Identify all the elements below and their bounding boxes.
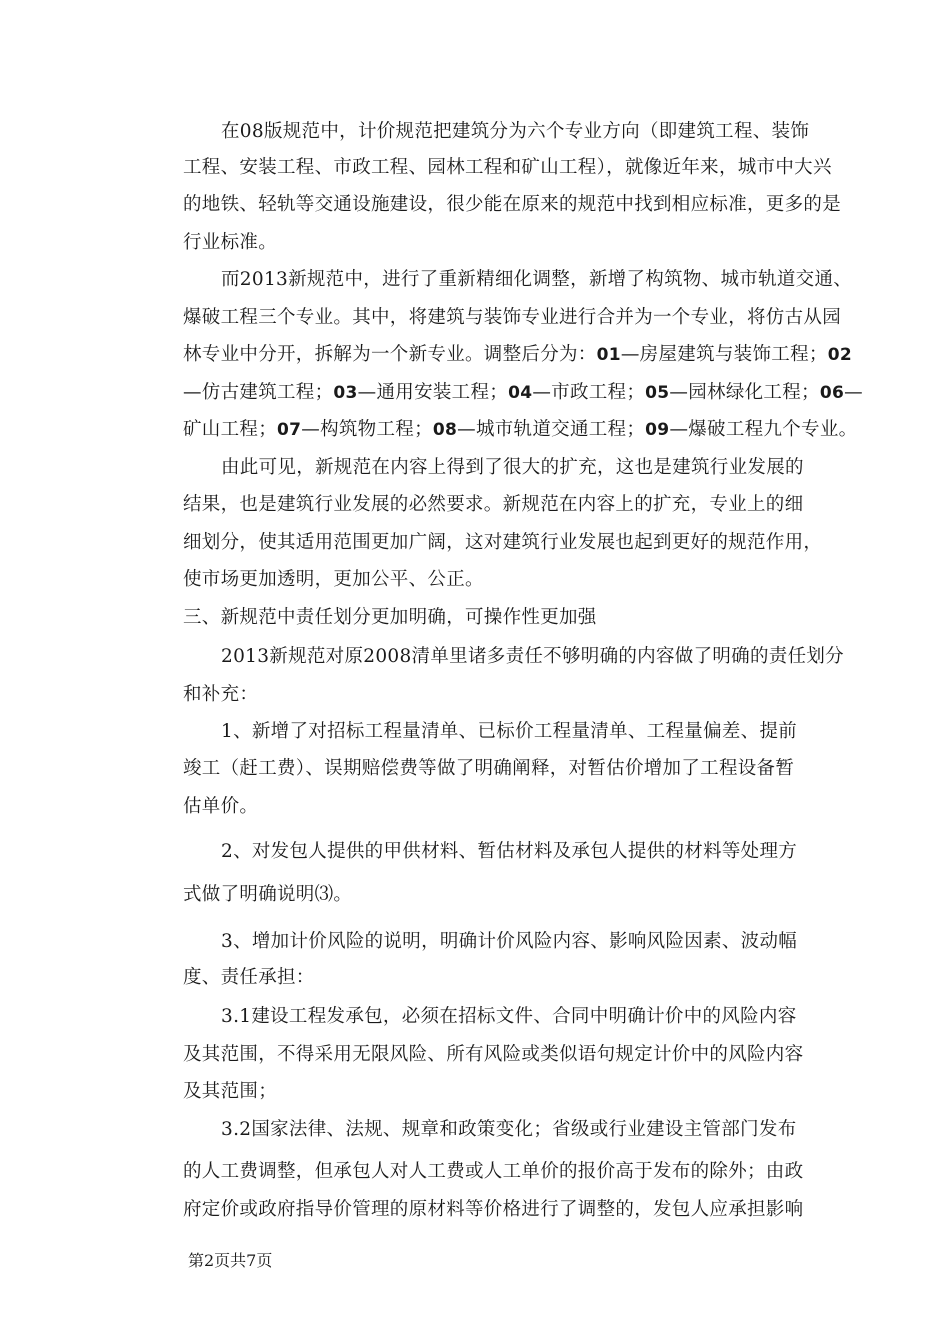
p2-line-2: 爆破工程三个专业。其中，将建筑与装饰专业进行合并为一个专业，将仿古从园	[183, 307, 842, 328]
item1-line-3: 估单价。	[183, 796, 259, 817]
p2-line-3-text: 林专业中分开，拆解为一个新专业。调整后分为：	[183, 344, 597, 365]
code-02: 02	[827, 345, 852, 365]
code-09-text: —爆破工程九个专业。	[669, 419, 858, 440]
p1-line-3: 的地铁、轻轨等交通设施建设，很少能在原来的规范中找到相应标准，更多的是	[183, 194, 842, 215]
p4-line-2: 和补充：	[183, 684, 259, 705]
code-04: 04	[508, 383, 533, 403]
p2-line-3	[183, 343, 852, 367]
item1-line-2: 竣工（赶工费）、误期赔偿费等做了明确阐释，对暂估价增加了工程设备暂	[183, 758, 795, 779]
p1-line-2: 工程、安装工程、市政工程、园林工程和矿山工程），就像近年来，城市中大兴	[183, 157, 832, 178]
item3-2-line-3: 府定价或政府指导价管理的原材料等价格进行了调整的，发包人应承担影响	[183, 1199, 804, 1220]
p2-line-1: 而2013新规范中，进行了重新精细化调整，新增了构筑物、城市轨道交通、	[221, 269, 853, 290]
p1-line-4: 行业标准。	[183, 232, 278, 253]
item3-line-2: 度、责任承担：	[183, 967, 315, 988]
page-number-footer: 第2页共7页	[188, 1251, 273, 1270]
p3-line-3: 细划分，使其适用范围更加广阔，这对建筑行业发展也起到更好的规范作用，	[183, 532, 823, 553]
p3-line-1: 由此可见，新规范在内容上得到了很大的扩充，这也是建筑行业发展的	[221, 457, 804, 478]
code-05-text: —园林绿化工程；	[669, 382, 820, 403]
code-08: 08	[432, 420, 458, 440]
p2-line-4	[183, 381, 863, 405]
item2-line-2: 式做了明确说明⑶。	[183, 884, 353, 905]
p4-line-1: 2013新规范对原2008清单里诸多责任不够明确的内容做了明确的责任划分	[221, 646, 844, 667]
p2-line-4-text: —仿古建筑工程；	[183, 382, 334, 403]
item3-1-line-2: 及其范围，不得采用无限风险、所有风险或类似语句规定计价中的风险内容	[183, 1044, 804, 1065]
p2-line-5-text: 矿山工程；	[183, 419, 278, 440]
item2-line-1: 2、对发包人提供的甲供材料、暂估材料及承包人提供的材料等处理方	[221, 841, 798, 862]
code-03-text: —通用安装工程；	[357, 382, 509, 403]
code-05: 05	[645, 383, 670, 403]
item3-1-line-3: 及其范围；	[183, 1081, 278, 1102]
code-09: 09	[645, 420, 670, 440]
p3-line-2: 结果，也是建筑行业发展的必然要求。新规范在内容上的扩充，专业上的细	[183, 494, 804, 515]
item3-2-line-1: 3.2国家法律、法规、规章和政策变化；省级或行业建设主管部门发布	[221, 1119, 797, 1140]
code-01-text: —房屋建筑与装饰工程；	[620, 344, 828, 365]
code-08-text: —城市轨道交通工程；	[457, 419, 646, 440]
code-06: 06	[819, 383, 845, 403]
section-heading-3: 三、新规范中责任划分更加明确，可操作性更加强	[183, 607, 597, 628]
item3-1-line-1: 3.1建设工程发承包，必须在招标文件、合同中明确计价中的风险内容	[221, 1006, 797, 1027]
p3-line-4: 使市场更加透明，更加公平、公正。	[183, 569, 484, 590]
item3-line-1: 3、增加计价风险的说明，明确计价风险内容、影响风险因素、波动幅	[221, 931, 798, 952]
code-07: 07	[277, 420, 302, 440]
item3-2-line-2: 的人工费调整，但承包人对人工费或人工单价的报价高于发布的除外；由政	[183, 1161, 804, 1182]
p2-line-5	[183, 418, 858, 442]
code-04-text: —市政工程；	[532, 382, 646, 403]
p1-line-1: 在08版规范中，计价规范把建筑分为六个专业方向（即建筑工程、装饰	[221, 121, 810, 142]
code-01: 01	[596, 345, 621, 365]
item1-line-1: 1、新增了对招标工程量清单、已标价工程量清单、工程量偏差、提前	[221, 721, 798, 742]
code-03: 03	[333, 383, 358, 403]
code-07-text: —构筑物工程；	[301, 419, 433, 440]
code-06-text: —	[844, 382, 863, 403]
